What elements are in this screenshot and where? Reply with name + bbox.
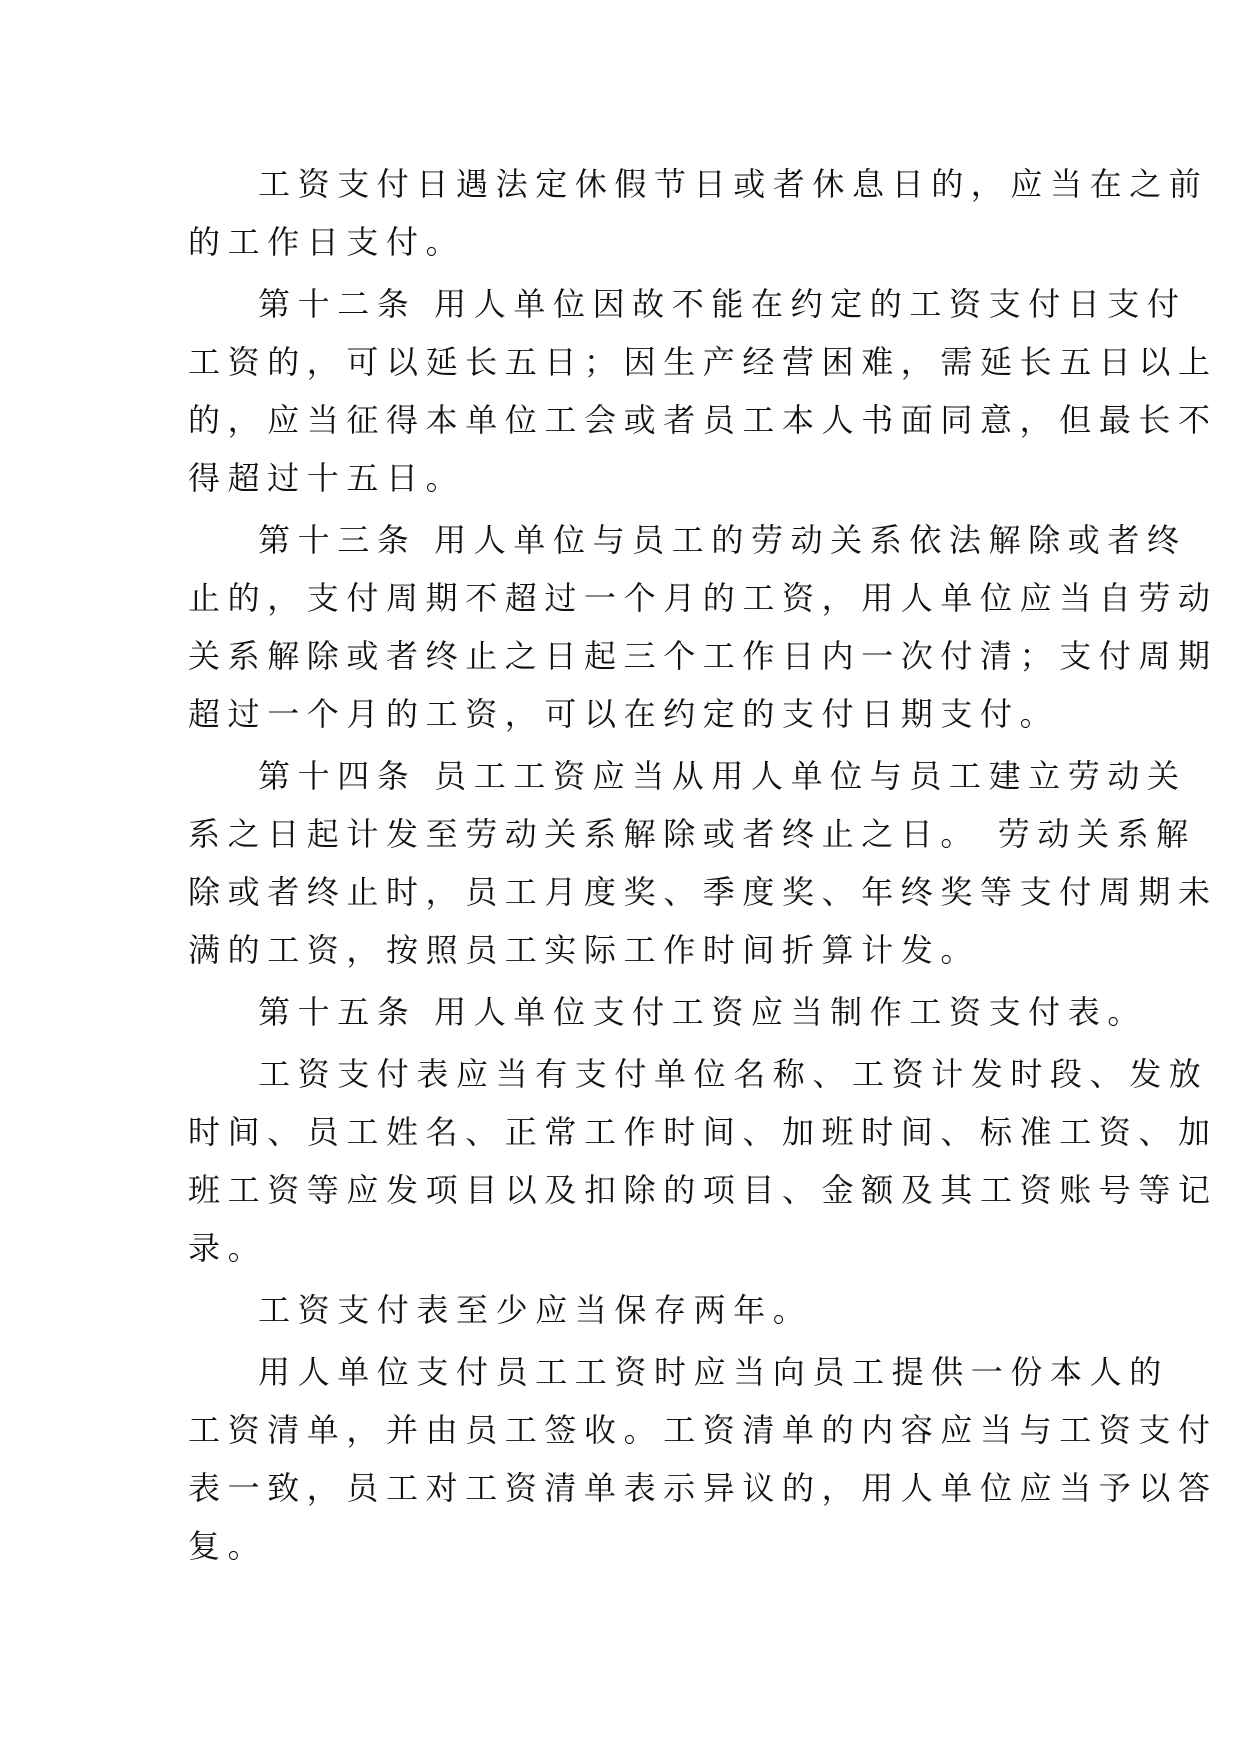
text-line: 第十五条 用人单位支付工资应当制作工资支付表。	[258, 993, 1147, 1031]
text-line: 班工资等应发项目以及扣除的项目、金额及其工资账号等记	[188, 1171, 1218, 1209]
text-line: 工资清单，并由员工签收。工资清单的内容应当与工资支付	[188, 1411, 1218, 1449]
text-line: 复。	[188, 1527, 268, 1565]
paragraph-article-15	[188, 983, 1147, 1041]
text-line: 的，应当征得本单位工会或者员工本人书面同意，但最长不	[188, 401, 1218, 439]
text-line: 的工作日支付。	[188, 223, 466, 261]
text-line: 得超过十五日。	[188, 459, 466, 497]
text-line: 第十三条 用人单位与员工的劳动关系依法解除或者终	[258, 521, 1187, 559]
text-line: 工资支付表应当有支付单位名称、工资计发时段、发放	[258, 1055, 1209, 1093]
text-line: 满的工资，按照员工实际工作时间折算计发。	[188, 931, 981, 969]
text-line: 工资支付日遇法定休假节日或者休息日的，应当在之前	[258, 165, 1209, 203]
paragraph-article-12	[188, 275, 1218, 507]
text-line: 除或者终止时，员工月度奖、季度奖、年终奖等支付周期未	[188, 873, 1218, 911]
paragraph-article-13	[188, 511, 1218, 743]
text-line: 超过一个月的工资，可以在约定的支付日期支付。	[188, 695, 1060, 733]
text-line: 录。	[188, 1229, 268, 1267]
text-line: 止的，支付周期不超过一个月的工资，用人单位应当自劳动	[188, 579, 1218, 617]
text-line: 表一致，员工对工资清单表示异议的，用人单位应当予以答	[188, 1469, 1218, 1507]
paragraph-pay-table-contents	[188, 1045, 1218, 1277]
text-line: 工资的，可以延长五日；因生产经营困难，需延长五日以上	[188, 343, 1218, 381]
text-line: 工资支付表至少应当保存两年。	[258, 1291, 813, 1329]
text-line: 系之日起计发至劳动关系解除或者终止之日。 劳动关系解	[188, 815, 1196, 853]
paragraph-article-14	[188, 747, 1218, 979]
document-body	[188, 155, 1218, 1575]
paragraph-payday-holiday	[188, 155, 1209, 271]
paragraph-pay-table-retention	[188, 1281, 1048, 1339]
text-line: 用人单位支付员工工资时应当向员工提供一份本人的	[258, 1353, 1169, 1391]
text-line: 时间、员工姓名、正常工作时间、加班时间、标准工资、加	[188, 1113, 1218, 1151]
text-line: 关系解除或者终止之日起三个工作日内一次付清；支付周期	[188, 637, 1218, 675]
text-line: 第十四条 员工工资应当从用人单位与员工建立劳动关	[258, 757, 1187, 795]
paragraph-pay-slip	[188, 1343, 1218, 1575]
text-line: 第十二条 用人单位因故不能在约定的工资支付日支付	[258, 285, 1187, 323]
